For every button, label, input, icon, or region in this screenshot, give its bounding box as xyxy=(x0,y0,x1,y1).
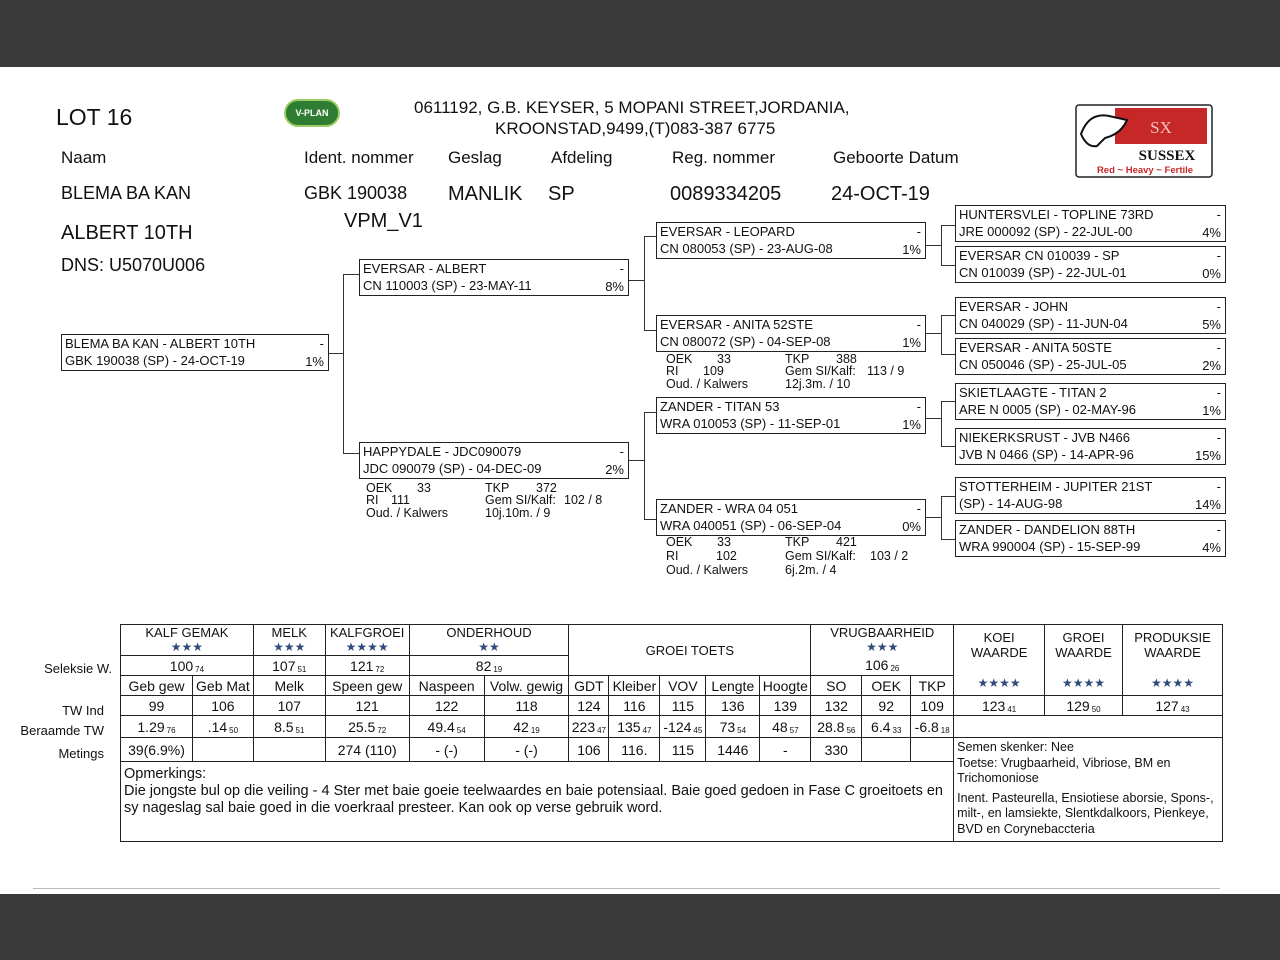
stats-dam-dam: OEK 33 TKP 421 RI 102 Gem SI/Kalf: 103 / 2 Oud. / Kalwers 6j.2m. / 4 xyxy=(666,535,909,577)
twind-row xyxy=(121,696,1223,716)
bottom-bar xyxy=(0,894,1280,960)
animal-ident: GBK 190038 xyxy=(304,183,408,203)
table-cell: .14 50 xyxy=(192,716,253,738)
animal-dns: DNS: U5070U006 xyxy=(61,255,206,275)
table-cell: 118 xyxy=(484,696,569,716)
stars-vrugbaarheid: ★★★ xyxy=(866,640,899,655)
table-cell: 115 xyxy=(660,738,706,762)
header-geslag: Geslag xyxy=(448,148,502,167)
group-groei-waarde: GROEI WAARDE ★★★★ xyxy=(1045,625,1123,696)
group-melk: MELK ★★★ xyxy=(253,625,325,656)
table-cell: 124 xyxy=(569,696,609,716)
semen-donor: Semen skenker: Nee xyxy=(957,740,1074,754)
metings-row xyxy=(121,738,1223,762)
pedigree-sss: HUNTERSVLEI - TOPLINE 73RD - JRE 000092 (SP) - 22-JUL-00 4% xyxy=(955,205,1226,242)
header-geboorte: Geboorte Datum xyxy=(833,148,959,167)
address-line-2: KROONSTAD,9499,(T)083-387 6775 xyxy=(495,119,776,138)
table-cell: 25.5 72 xyxy=(325,716,409,738)
pedigree-dam-dam: ZANDER - WRA 04 051 - WRA 040051 (SP) - 06-SEP-04 0% xyxy=(656,499,926,536)
stars-melk: ★★★ xyxy=(273,640,306,654)
stars-groei: ★★★★ xyxy=(1061,675,1105,690)
table-cell: 1.29 76 xyxy=(121,716,193,738)
seleksie-vrugbaarheid: 106 26 xyxy=(811,656,954,676)
col-header: Volw. gewig xyxy=(484,676,569,696)
seleksie-melk: 107 51 xyxy=(253,656,325,676)
table-cell: 274 (110) xyxy=(325,738,409,762)
table-cell: 106 xyxy=(569,738,609,762)
col-header: VOV xyxy=(660,676,706,696)
table-cell: 139 xyxy=(760,696,811,716)
group-kalf-gemak: KALF GEMAK ★★★ xyxy=(121,625,254,656)
table-cell xyxy=(192,738,253,762)
table-cell xyxy=(911,738,954,762)
vplan-logo: V-PLAN xyxy=(284,99,340,127)
sussex-badge: SX xyxy=(1150,118,1172,137)
table-cell: -6.8 18 xyxy=(911,716,954,738)
col-header: Lengte xyxy=(706,676,760,696)
col-header: GDT xyxy=(569,676,609,696)
table-cell: 48 57 xyxy=(760,716,811,738)
pedigree-sdd: EVERSAR - ANITA 50STE - CN 050046 (SP) - 25-JUL-05 2% xyxy=(955,338,1226,375)
table-cell: 107 xyxy=(253,696,325,716)
pedigree-subject: BLEMA BA KAN - ALBERT 10TH - GBK 190038 (SP) - 24-OCT-19 1% xyxy=(61,334,329,371)
table-cell: 92 xyxy=(862,696,911,716)
row-label-twind: TW Ind xyxy=(62,703,104,718)
pedigree-dam-sire: ZANDER - TITAN 53 - WRA 010053 (SP) - 11-SEP-01 1% xyxy=(656,397,926,434)
table-cell: 109 xyxy=(911,696,954,716)
col-header: Geb Mat xyxy=(192,676,253,696)
table-cell: 1446 xyxy=(706,738,760,762)
table-cell: 121 xyxy=(325,696,409,716)
stars-koei: ★★★★ xyxy=(977,675,1021,690)
lot-number: LOT 16 xyxy=(56,104,133,130)
table-cell: 132 xyxy=(811,696,862,716)
row-label-metings: Metings xyxy=(58,746,104,761)
table-cell: 42 19 xyxy=(484,716,569,738)
address-line-1: 0611192, G.B. KEYSER, 5 MOPANI STREET,JORDANIA, xyxy=(414,98,850,117)
twind-produksie: 127 43 xyxy=(1122,696,1222,716)
pedigree-sire-sire: EVERSAR - LEOPARD - CN 080053 (SP) - 23-AUG-08 1% xyxy=(656,222,926,259)
remarks xyxy=(121,762,954,842)
sussex-name: SUSSEX xyxy=(1138,148,1196,164)
group-onderhoud: ONDERHOUD ★★ xyxy=(409,625,569,656)
stats-dam: OEK 33 TKP 372 RI 111 Gem SI/Kalf: 102 / 8 Oud. / Kalwers 10j.10m. / 9 xyxy=(366,481,603,520)
header-afdeling: Afdeling xyxy=(551,148,613,167)
group-produksie-waarde: PRODUKSIE WAARDE ★★★★ xyxy=(1122,625,1222,696)
table-cell: 8.5 51 xyxy=(253,716,325,738)
header-ident: Ident. nommer xyxy=(304,148,414,167)
beraamde-row xyxy=(121,716,1223,738)
stars-kalf-gemak: ★★★ xyxy=(170,640,204,654)
seleksie-kalfgroei: 121 72 xyxy=(325,656,409,676)
col-header: TKP xyxy=(911,676,954,696)
footer-rule xyxy=(33,888,1220,889)
col-header: Kleiber xyxy=(609,676,660,696)
remarks-label: Opmerkings: xyxy=(124,766,207,782)
table-cell: -124 45 xyxy=(660,716,706,738)
col-header: Melk xyxy=(253,676,325,696)
health-info xyxy=(954,738,1223,842)
pedigree-sire-dam: EVERSAR - ANITA 52STE - CN 080072 (SP) - 04-SEP-08 1% xyxy=(656,315,926,352)
stars-kalfgroei: ★★★★ xyxy=(345,640,389,654)
pedigree-ddd: ZANDER - DANDELION 88TH - WRA 990004 (SP) - 15-SEP-99 4% xyxy=(955,520,1226,557)
col-header: Speen gew xyxy=(325,676,409,696)
col-header: OEK xyxy=(862,676,911,696)
animal-afdeling: SP xyxy=(548,183,575,205)
stats-sire-dam: OEK 33 TKP 388 RI 109 Gem SI/Kalf: 113 / 9 Oud. / Kalwers 12j.3m. / 10 xyxy=(666,352,905,391)
stars-onderhoud: ★★ xyxy=(478,640,500,654)
animal-geboorte: 24-OCT-19 xyxy=(831,183,930,205)
remarks-text: Die jongste bul op die veiling - 4 Ster met baie goeie teelwaardes en baie potensiaal. Baie goed gedoen in Fase C groeitoets en sy nageslag sal baie goed in die voerkraal presteer. Kan ook op verse gebruik word. xyxy=(124,783,943,816)
animal-geslag: MANLIK xyxy=(448,183,523,205)
pedigree-sire: EVERSAR - ALBERT - CN 110003 (SP) - 23-MAY-11 8% xyxy=(359,259,629,296)
vaccination-info: Inent. Pasteurella, Ensiotiese aborsie, Spons-, milt-, en lamsiekte, Slentkdalkoors, Pienkeye, BVD en Corynebaccteria xyxy=(957,790,1214,836)
row-label-beraamde: Beraamde TW xyxy=(20,723,104,738)
table-cell: 136 xyxy=(706,696,760,716)
table-cell xyxy=(862,738,911,762)
pedigree-dam: HAPPYDALE - JDC090079 - JDC 090079 (SP) - 04-DEC-09 2% xyxy=(359,442,629,479)
sussex-logo xyxy=(1075,104,1213,178)
top-bar xyxy=(0,0,1280,67)
table-cell: 116 xyxy=(609,696,660,716)
performance-table xyxy=(120,624,1223,842)
table-cell: 106 xyxy=(192,696,253,716)
seleksie-kalf-gemak: 100 74 xyxy=(121,656,254,676)
pedigree-dss: SKIETLAAGTE - TITAN 2 - ARE N 0005 (SP) - 02-MAY-96 1% xyxy=(955,383,1226,420)
pedigree-dsd: NIEKERKSRUST - JVB N466 - JVB N 0466 (SP) - 14-APR-96 15% xyxy=(955,428,1226,465)
table-cell: 116. xyxy=(609,738,660,762)
row-label-seleksie: Seleksie W. xyxy=(44,661,112,676)
col-header: SO xyxy=(811,676,862,696)
seleksie-onderhoud: 82 19 xyxy=(409,656,569,676)
col-header: Geb gew xyxy=(121,676,193,696)
table-cell: - (-) xyxy=(409,738,484,762)
table-cell: - xyxy=(760,738,811,762)
table-cell: 122 xyxy=(409,696,484,716)
group-koei-waarde: KOEI WAARDE ★★★★ xyxy=(954,625,1045,696)
table-cell: - (-) xyxy=(484,738,569,762)
group-vrugbaarheid: VRUGBAARHEID ★★★ xyxy=(811,625,954,656)
twind-koei: 123 41 xyxy=(954,696,1045,716)
header-naam: Naam xyxy=(61,148,107,167)
group-kalfgroei: KALFGROEI ★★★★ xyxy=(325,625,409,656)
col-header: Naspeen xyxy=(409,676,484,696)
table-cell xyxy=(253,738,325,762)
table-cell: 39(6.9%) xyxy=(121,738,193,762)
table-cell: 6.4 33 xyxy=(862,716,911,738)
animal-reg: 0089334205 xyxy=(670,183,782,205)
animal-name-1: BLEMA BA KAN xyxy=(61,183,192,203)
header-reg: Reg. nommer xyxy=(672,148,775,167)
sussex-tagline: Red ~ Heavy ~ Fertile xyxy=(1096,165,1194,176)
table-cell: 330 xyxy=(811,738,862,762)
animal-name-2: ALBERT 10TH xyxy=(61,222,193,244)
table-cell: 135 47 xyxy=(609,716,660,738)
empty-cell xyxy=(954,716,1223,738)
stars-produksie: ★★★★ xyxy=(1150,675,1194,690)
twind-groei: 129 50 xyxy=(1045,696,1123,716)
pedigree-dds: STOTTERHEIM - JUPITER 21ST - (SP) - 14-AUG-98 14% xyxy=(955,477,1226,514)
table-cell: 223 47 xyxy=(569,716,609,738)
table-cell: 115 xyxy=(660,696,706,716)
table-cell: 28.8 56 xyxy=(811,716,862,738)
tests-info: Toetse: Vrugbaarheid, Vibriose, BM en Trichomoniose xyxy=(957,755,1171,785)
table-cell: 99 xyxy=(121,696,193,716)
group-groei-toets: GROEI TOETS xyxy=(569,625,811,676)
pedigree-sds: EVERSAR - JOHN - CN 040029 (SP) - 11-JUN-04 5% xyxy=(955,297,1226,334)
col-header: Hoogte xyxy=(760,676,811,696)
table-cell: 49.4 54 xyxy=(409,716,484,738)
table-cell: 73 54 xyxy=(706,716,760,738)
pedigree-ssd: EVERSAR CN 010039 - SP - CN 010039 (SP) - 22-JUL-01 0% xyxy=(955,246,1226,283)
animal-vpm: VPM_V1 xyxy=(344,210,423,232)
